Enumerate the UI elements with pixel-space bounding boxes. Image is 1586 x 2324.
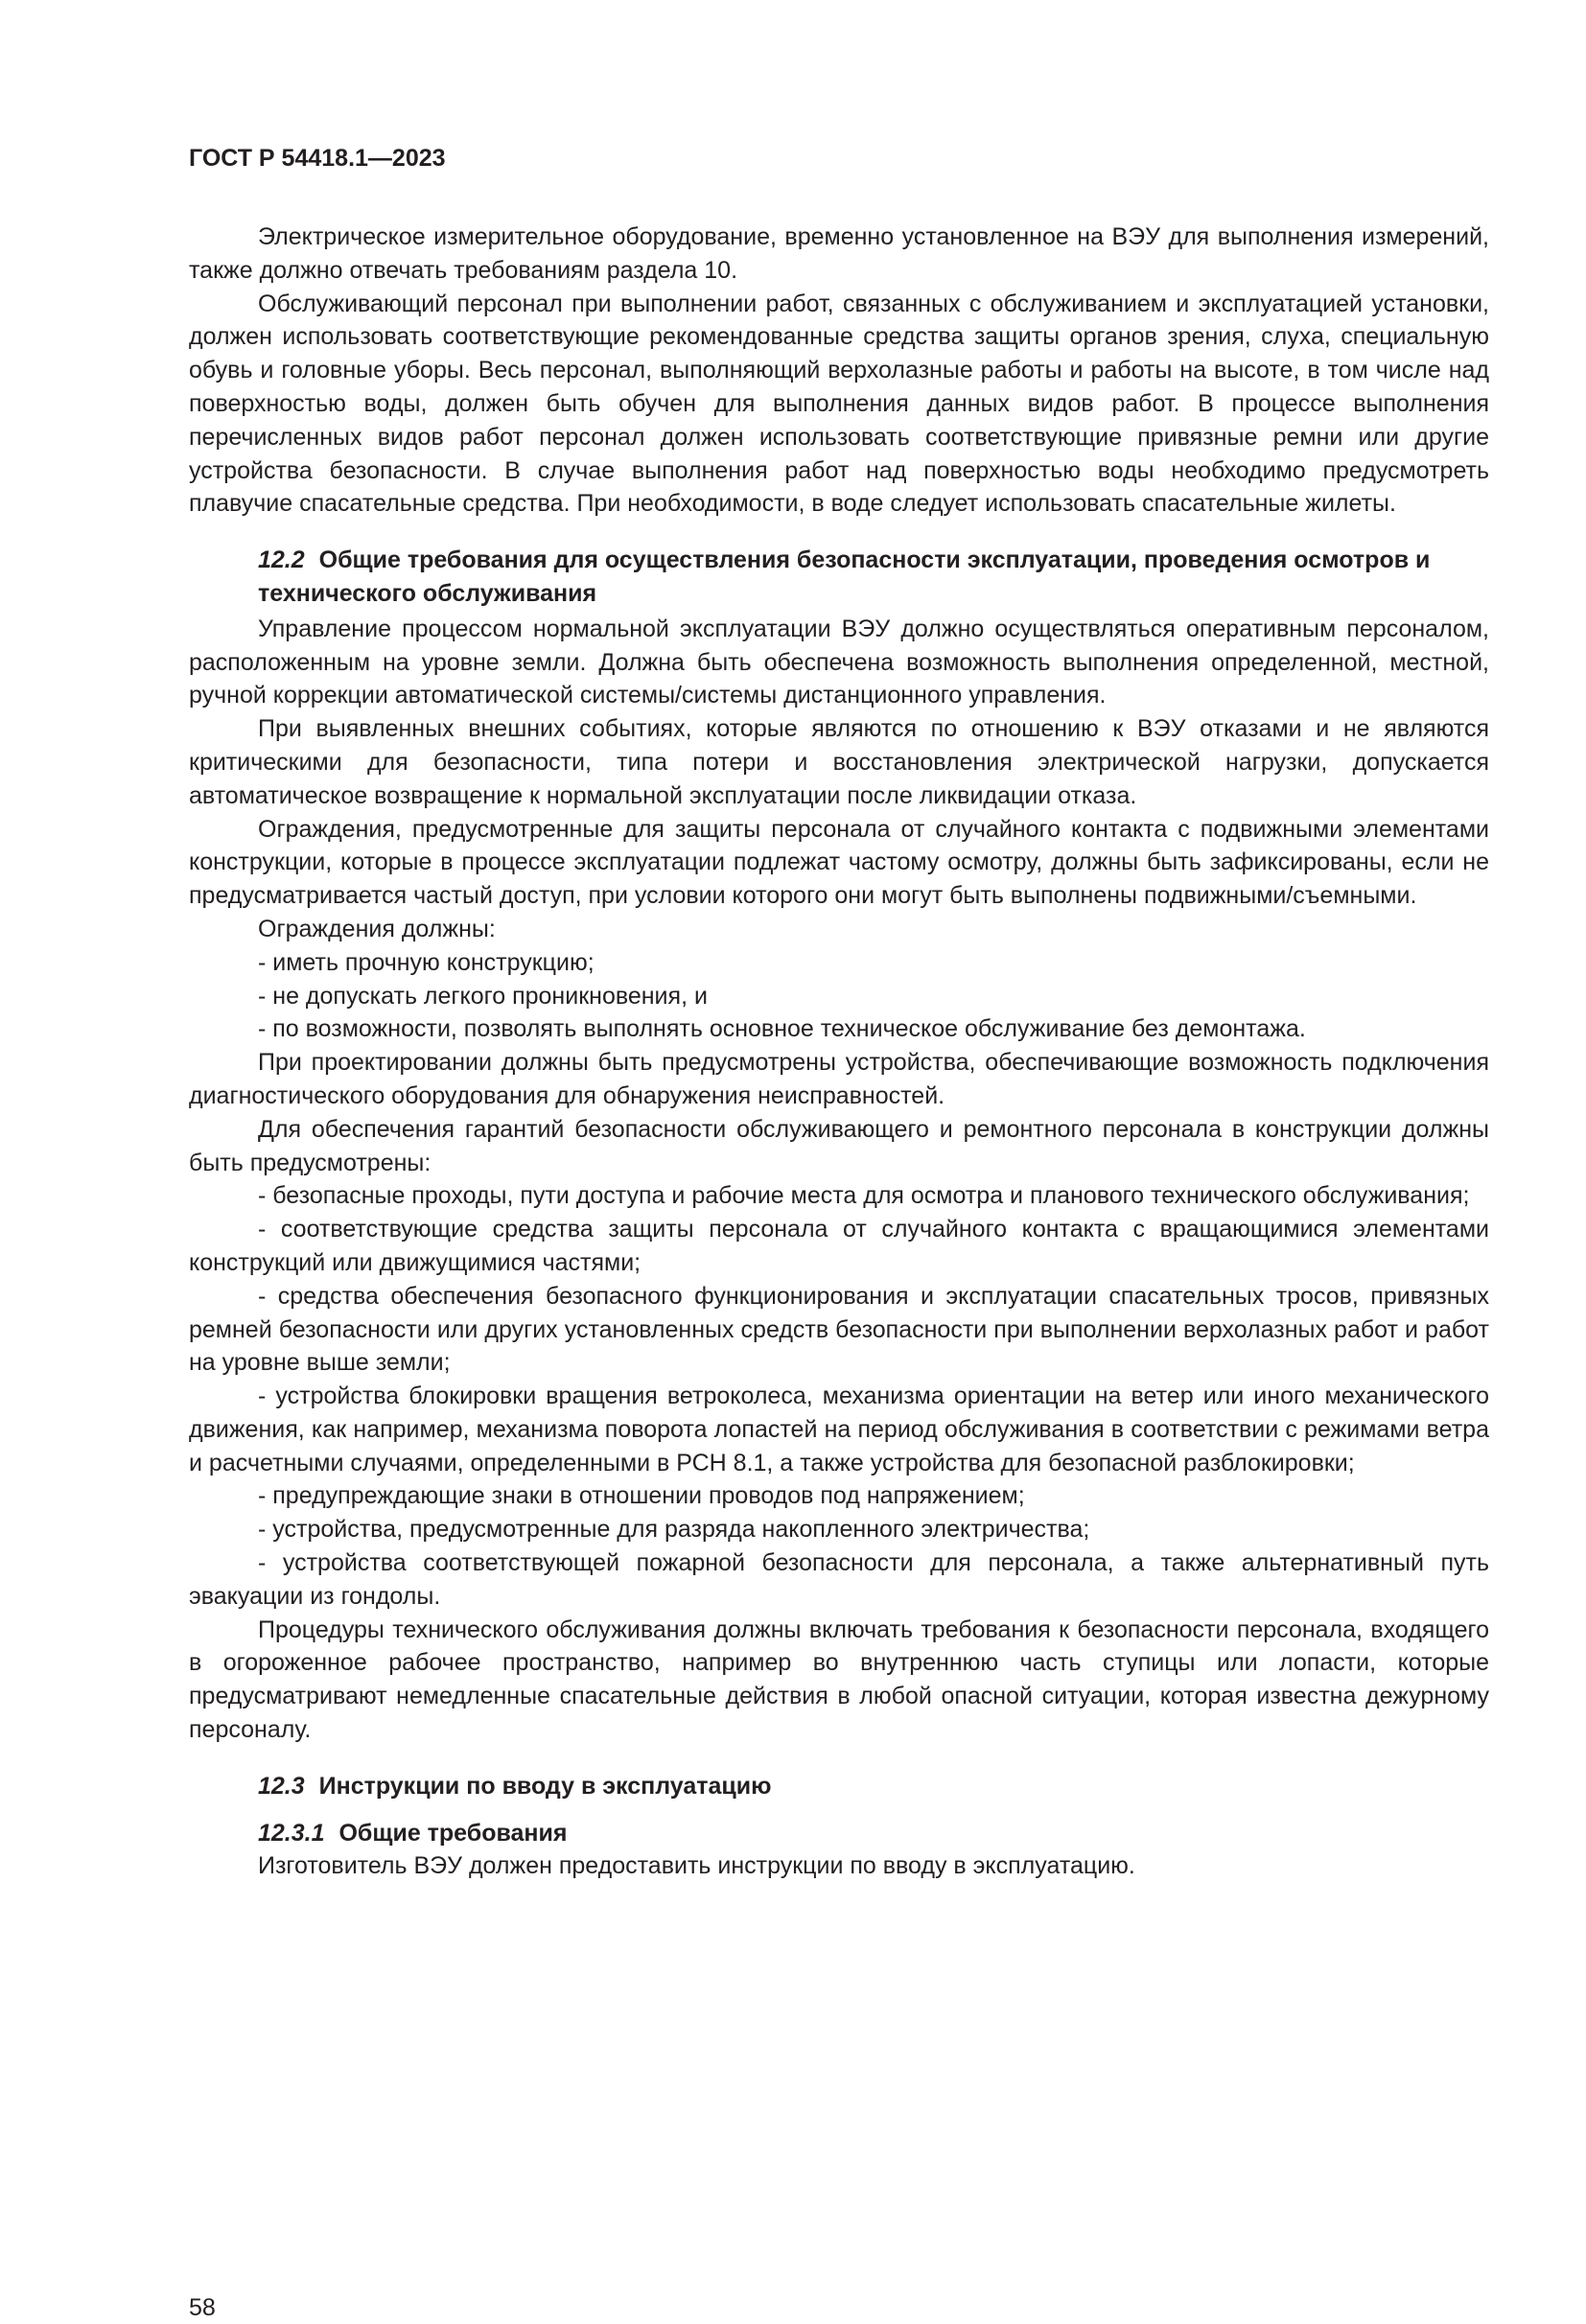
list-item-provision-2: - соответствующие средства защиты персонала от случайного контакта с вращающимися элементами конструкций или движущимися частями; [189, 1216, 1489, 1276]
paragraph-12-2-1: Управление процессом нормальной эксплуатации ВЭУ должно осуществляться оперативным персоналом, расположенным на уровне земли. Должна быть обеспечена возможность выполнения определенной, местной, ручной коррекции автоматической системы/системы дистанционного управления. [189, 615, 1489, 709]
page-number: 58 [189, 2294, 216, 2321]
list-item-provision-6: - устройства, предусмотренные для разряда накопленного электричества; [258, 1516, 1090, 1544]
document-code-header: ГОСТ Р 54418.1—2023 [189, 145, 446, 172]
paragraph-12-2-3: Ограждения, предусмотренные для защиты персонала от случайного контакта с подвижными элементами конструкции, которые в процессе эксплуатации подлежат частому осмотру, должны быть зафиксированы, если не предусматривается частый доступ, при условии которого они могут быть выполнены подвижными/съемными. [189, 815, 1489, 910]
document-page [189, 142, 1489, 2321]
section-title-12-3-1: Общие требования [338, 1819, 568, 1847]
list-item-guard-2: - не допускать легкого проникновения, и [258, 982, 708, 1010]
paragraph-intro-1: Электрическое измерительное оборудование, временно установленное на ВЭУ для выполнения измерений, также должно отвечать требованиям раздела 10. [189, 223, 1489, 284]
list-item-guard-3: - по возможности, позволять выполнять основное техническое обслуживание без демонтажа. [258, 1015, 1306, 1043]
section-number-12-3: 12.3 [258, 1772, 305, 1800]
section-number-12-2: 12.2 [258, 546, 305, 574]
section-heading-12-2 [189, 544, 1489, 611]
list-item-provision-5: - предупреждающие знаки в отношении проводов под напряжением; [258, 1482, 1025, 1510]
list-item-provision-7: - устройства соответствующей пожарной безопасности для персонала, а также альтернативный путь эвакуации из гондолы. [189, 1549, 1489, 1610]
paragraph-12-2-4: Ограждения должны: [258, 915, 496, 942]
paragraph-12-2-2: При выявленных внешних событиях, которые являются по отношению к ВЭУ отказами и не являются критическими для безопасности, типа потери и восстановления электрической нагрузки, допускается автоматическое возвращение к нормальной эксплуатации после ликвидации отказа. [189, 715, 1489, 809]
list-item-guard-1: - иметь прочную конструкцию; [258, 948, 595, 976]
section-title-12-2: Общие требования для осуществления безопасности эксплуатации, проведения осмотров и технического обслуживания [258, 546, 1431, 607]
section-number-12-3-1: 12.3.1 [258, 1819, 325, 1847]
section-heading-12-3 [189, 1770, 1489, 1803]
paragraph-intro-2: Обслуживающий персонал при выполнении работ, связанных с обслуживанием и эксплуатацией установки, должен использовать соответствующие рекомендованные средства защиты органов зрения, слуха, специальную обувь и головные уборы. Весь персонал, выполняющий верхолазные работы и работы на высоте, в том числе над поверхностью воды, должен быть обучен для выполнения данных видов работ. В процессе выполнения перечисленных видов работ персонал должен использовать соответствующие привязные ремни или другие устройства безопасности. В случае выполнения работ над поверхностью воды необходимо предусмотреть плавучие спасательные средства. При необходимости, в воде следует использовать спасательные жилеты. [189, 290, 1489, 518]
list-item-provision-3: - средства обеспечения безопасного функционирования и эксплуатации спасательных тросов, привязных ремней безопасности или других установленных средств безопасности при выполнении верхолазных работ и работ на уровне выше земли; [189, 1282, 1489, 1377]
paragraph-12-2-7: Процедуры технического обслуживания должны включать требования к безопасности персонала, входящего в огороженное рабочее пространство, например во внутреннюю часть ступицы или лопасти, которые предусматривают немедленные спасательные действия в любой опасной ситуации, которая известна дежурному персоналу. [189, 1615, 1489, 1744]
paragraph-12-3-1-1: Изготовитель ВЭУ должен предоставить инструкции по вводу в эксплуатацию. [258, 1852, 1135, 1880]
paragraph-12-2-5: При проектировании должны быть предусмотрены устройства, обеспечивающие возможность подключения диагностического оборудования для обнаружения неисправностей. [189, 1049, 1489, 1109]
paragraph-12-2-6: Для обеспечения гарантий безопасности обслуживающего и ремонтного персонала в конструкции должны быть предусмотрены: [189, 1115, 1489, 1176]
section-heading-12-3-1 [189, 1817, 1489, 1850]
list-item-provision-4: - устройства блокировки вращения ветроколеса, механизма ориентации на ветер или иного механического движения, как например, механизма поворота лопастей на период обслуживания в соответствии с режимами ветра и расчетными случаями, определенными в РСН 8.1, а также устройства для безопасной разблокировки; [189, 1383, 1489, 1476]
section-title-12-3: Инструкции по вводу в эксплуатацию [318, 1772, 772, 1800]
list-item-provision-1: - безопасные проходы, пути доступа и рабочие места для осмотра и планового технического обслуживания; [258, 1182, 1470, 1210]
